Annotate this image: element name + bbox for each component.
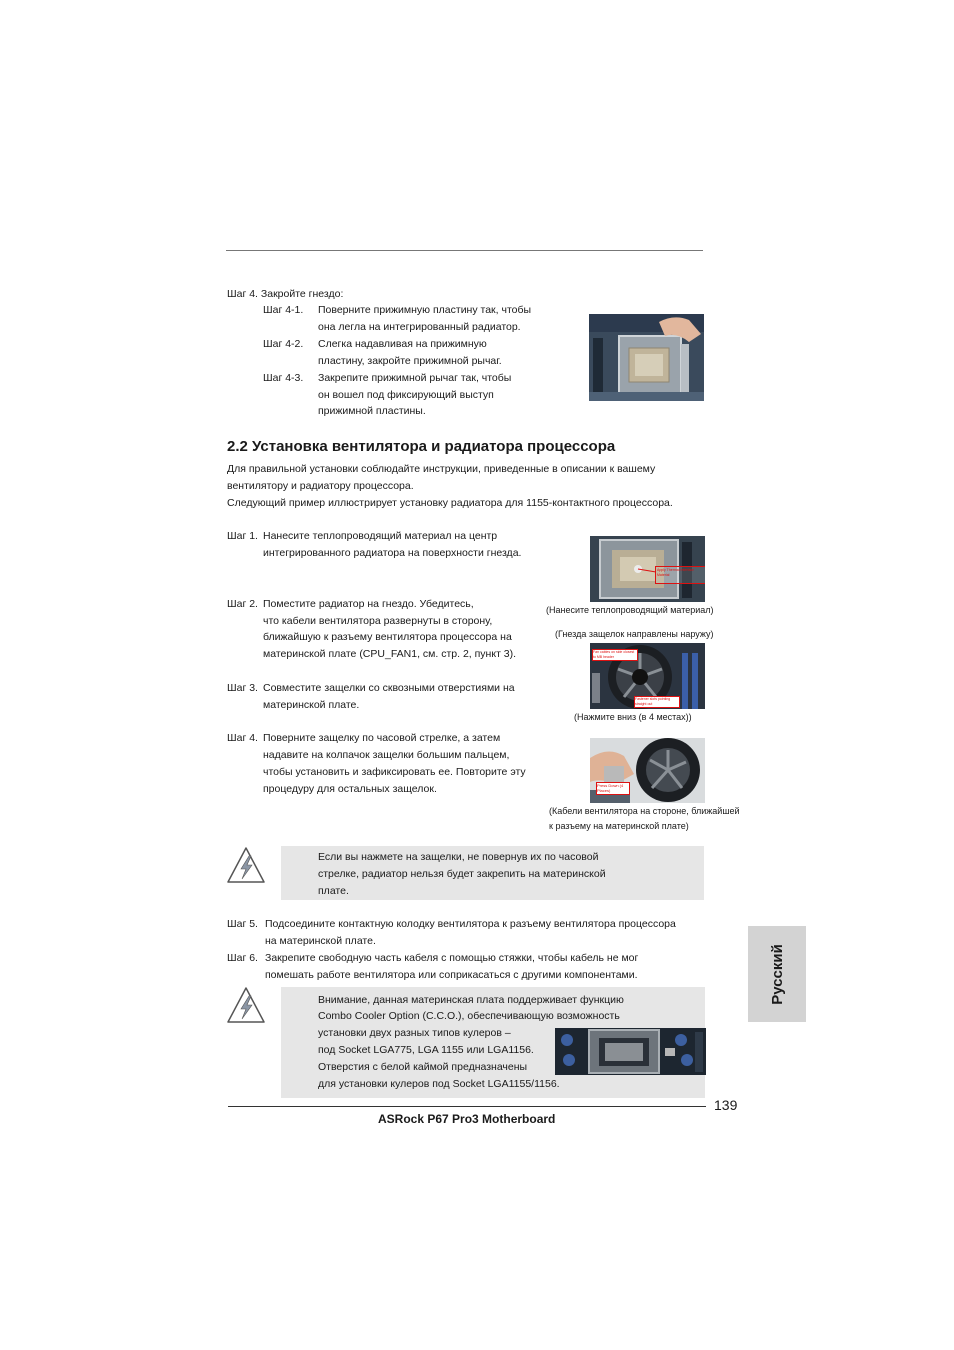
step6-label: Шаг 6.	[227, 952, 258, 964]
intro-line3: Следующий пример иллюстрирует установку радиатора для 1155-контактного процессора.	[227, 497, 673, 509]
step4-1-line2: она легла на интегрированный радиатор.	[318, 321, 521, 333]
step1-label: Шаг 1.	[227, 530, 258, 542]
fan-cables-label: Fan cables on side closest to MB header	[592, 649, 638, 661]
step3-label: Шаг 3.	[227, 682, 258, 694]
note1-line2: стрелке, радиатор нельзя будет закрепить на материнской	[318, 868, 606, 880]
fan-placement-photo	[590, 643, 705, 709]
press-down-label: Press Down (4 Places)	[596, 782, 630, 795]
step4-2-line1: Слегка надавливая на прижимную	[318, 338, 487, 350]
step4-3-num: Шаг 4-3.	[263, 372, 304, 384]
section-heading: 2.2 Установка вентилятора и радиатора процессора	[227, 438, 616, 455]
socket-close-photo	[589, 314, 704, 401]
step2-line3: ближайшую к разъему вентилятора процессора на	[263, 631, 512, 643]
step2-line2: что кабели вентилятора развернуты в сторону,	[263, 615, 493, 627]
language-tab-label: Русский	[768, 943, 786, 1005]
note2-line6: для установки кулеров под Socket LGA1155/1156.	[318, 1078, 560, 1090]
top-rule	[226, 250, 703, 251]
step6-line1: Закрепите свободную часть кабеля с помощью стяжки, чтобы кабель не мог	[265, 952, 639, 964]
step4-3-line1: Закрепите прижимной рычаг так, чтобы	[318, 372, 512, 384]
thermal-paste-photo	[590, 536, 705, 602]
step3-line2: материнской плате.	[263, 699, 360, 711]
step4-1-line1: Поверните прижимную пластину так, чтобы	[318, 304, 532, 316]
step4-1-num: Шаг 4-1.	[263, 304, 304, 316]
step3-line1: Совместите защелки со сквозными отверстиями на	[263, 682, 515, 694]
step2-line1: Поместите радиатор на гнездо. Убедитесь,	[263, 598, 474, 610]
intro-line1: Для правильной установки соблюдайте инструкции, приведенные в описании к вашему	[227, 463, 656, 475]
step5-line2: на материнской плате.	[265, 935, 376, 947]
language-tab	[748, 926, 806, 1022]
caption-fastener-slots: (Гнезда защелок направлены наружу)	[555, 629, 714, 639]
step4b-label: Шаг 4.	[227, 732, 258, 744]
note1-line1: Если вы нажмете на защелки, не повернув их по часовой	[318, 851, 599, 863]
step4-2-line2: пластину, закройте прижимной рычаг.	[318, 355, 502, 367]
footer-title: ASRock P67 Pro3 Motherboard	[378, 1112, 556, 1126]
step1-line2: интегрированного радиатора на поверхности гнезда.	[263, 547, 522, 559]
note2-line2: Combo Cooler Option (C.C.O.), обеспечивающую возможность	[318, 1010, 620, 1022]
note2-line4: под Socket LGA775, LGA 1155 или LGA1156.	[318, 1044, 534, 1056]
caption-thermal-paste: (Нанесите теплопроводящий материал)	[546, 605, 714, 615]
step4b-line1: Поверните защелку по часовой стрелке, а затем	[263, 732, 501, 744]
thermal-paste-label: Apply Thermal Interface Material	[655, 566, 705, 584]
page-number: 139	[714, 1097, 738, 1113]
step6-line2: помешать работе вентилятора или соприкасаться с другими компонентами.	[265, 969, 638, 981]
note2-line1: Внимание, данная материнская плата поддерживает функцию	[318, 994, 624, 1006]
bottom-rule	[228, 1106, 706, 1107]
step4b-line4: процедуру для остальных защелок.	[263, 783, 437, 795]
motherboard-socket-photo	[555, 1028, 706, 1075]
step5-label: Шаг 5.	[227, 918, 258, 930]
caption-fan-cables-1: (Кабели вентилятора на стороне, ближайшей	[549, 806, 740, 816]
step4b-line3: чтобы установить и зафиксировать ее. Повторите эту	[263, 766, 526, 778]
step4b-line2: надавите на колпачок защелки большим пальцем,	[263, 749, 510, 761]
intro-line2: вентилятору и радиатору процессора.	[227, 480, 414, 492]
step4-3-line3: прижимной пластины.	[318, 405, 426, 417]
note2-line5: Отверстия с белой каймой предназначены	[318, 1061, 528, 1073]
note2-line3: установки двух разных типов кулеров –	[318, 1027, 511, 1039]
step5-line1: Подсоедините контактную колодку вентилятора к разъему вентилятора процессора	[265, 918, 676, 930]
warning-icon	[226, 986, 266, 1024]
step4-2-num: Шаг 4-2.	[263, 338, 304, 350]
step1-line1: Нанесите теплопроводящий материал на центр	[263, 530, 498, 542]
caption-fan-cables-2: к разъему на материнской плате)	[549, 821, 689, 831]
note1-line3: плате.	[318, 885, 349, 897]
warning-icon	[226, 846, 266, 884]
step2-label: Шаг 2.	[227, 598, 258, 610]
step4-3-line2: он вошел под фиксирующий выступ	[318, 389, 494, 401]
step4-title: Шаг 4. Закройте гнездо:	[227, 288, 344, 300]
fastener-slots-label: Fastener slots pointing straight out	[634, 696, 680, 708]
caption-press-down: (Нажмите вниз (в 4 местах))	[574, 712, 692, 722]
press-down-photo	[590, 738, 705, 803]
step2-line4: материнской плате (CPU_FAN1, см. стр. 2, пункт 3).	[263, 648, 517, 660]
